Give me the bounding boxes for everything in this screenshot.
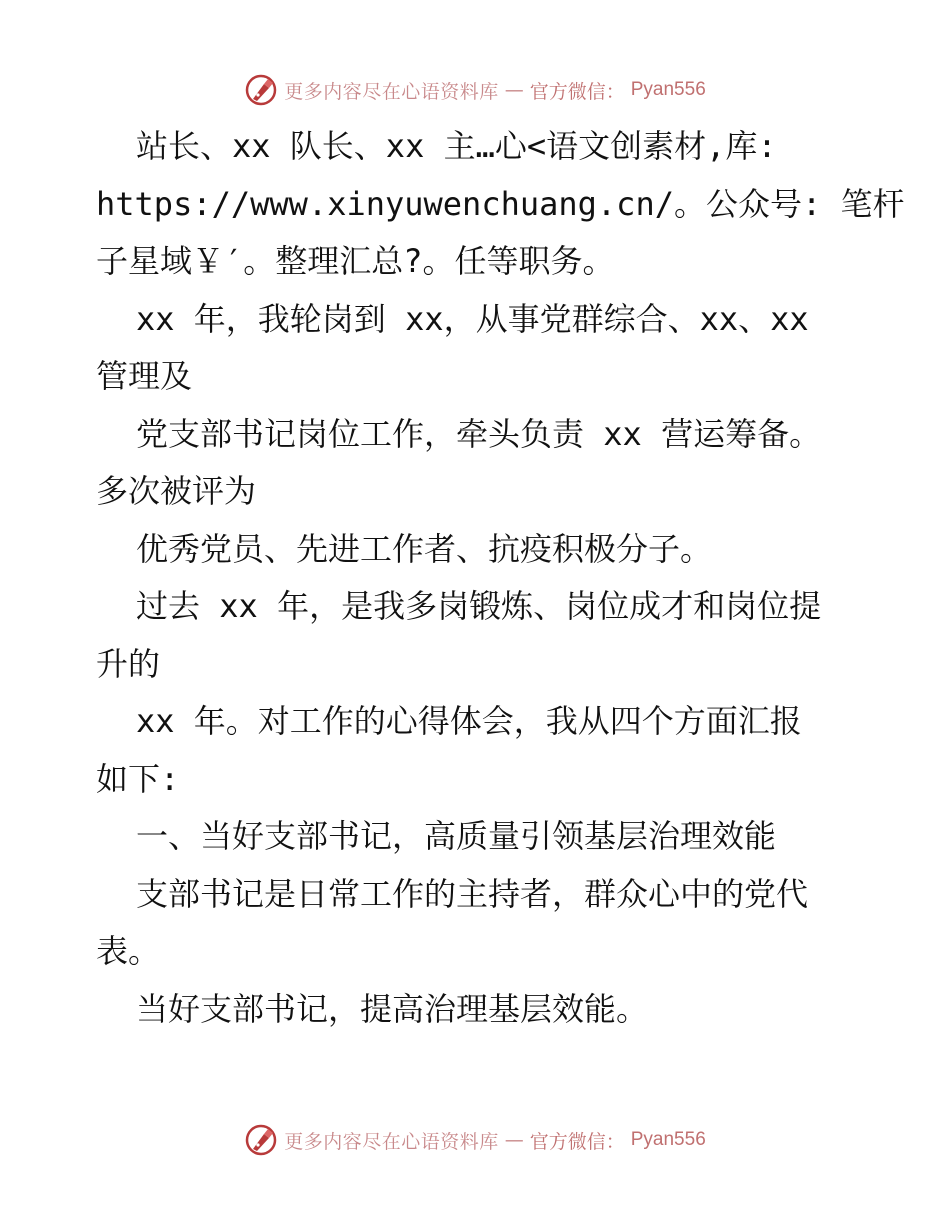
text-line: 表。 [96, 932, 161, 970]
banner-dash: — [504, 79, 524, 101]
document-body [96, 118, 905, 1038]
banner-wechat-id: Pyan556 [630, 1129, 706, 1150]
text-line: 多次被评为 [96, 472, 257, 510]
text-line: 管理及 [96, 357, 193, 395]
banner-wechat-label: 官方微信： [529, 1130, 625, 1153]
text-line: 优秀党员、先进工作者、抗疫积极分子。 [136, 529, 713, 568]
header-banner [0, 70, 950, 110]
text-line: 支部书记是日常工作的主持者，群众心中的党代 [136, 874, 809, 913]
text-line: 如下: [96, 759, 180, 798]
text-line: 站长、xx 队长、xx 主…心<语文创素材,库: [136, 127, 777, 165]
banner-title: 更多内容尽在心语资料库 [284, 1130, 499, 1153]
banner-title: 更多内容尽在心语资料库 [284, 80, 499, 103]
text-line: 子星域￥′。整理汇总?。任等职务。 [96, 242, 615, 280]
section-heading: 一、当好支部书记，高质量引领基层治理效能 [136, 817, 777, 855]
text-line: 党支部书记岗位工作，牵头负责 xx 营运筹备。 [136, 414, 822, 453]
text-line: xx 年。对工作的心得体会，我从四个方面汇报 [136, 702, 802, 740]
text-line: 当好支部书记，提高治理基层效能。 [136, 989, 649, 1028]
pen-nib-logo-icon [244, 1123, 278, 1157]
text-line: https://www.xinyuwenchuang.cn/。公众号: 笔杆 [96, 184, 905, 223]
text-line: 升的 [96, 644, 161, 683]
footer-banner [0, 1120, 950, 1160]
text-line: 过去 xx 年，是我多岗锻炼、岗位成才和岗位提 [136, 587, 822, 625]
pen-nib-logo-icon [244, 73, 278, 107]
text-line: xx 年，我轮岗到 xx，从事党群综合、xx、xx [136, 299, 809, 338]
banner-wechat-id: Pyan556 [630, 79, 706, 100]
banner-wechat-label: 官方微信： [529, 80, 625, 103]
banner-dash: — [504, 1129, 524, 1151]
